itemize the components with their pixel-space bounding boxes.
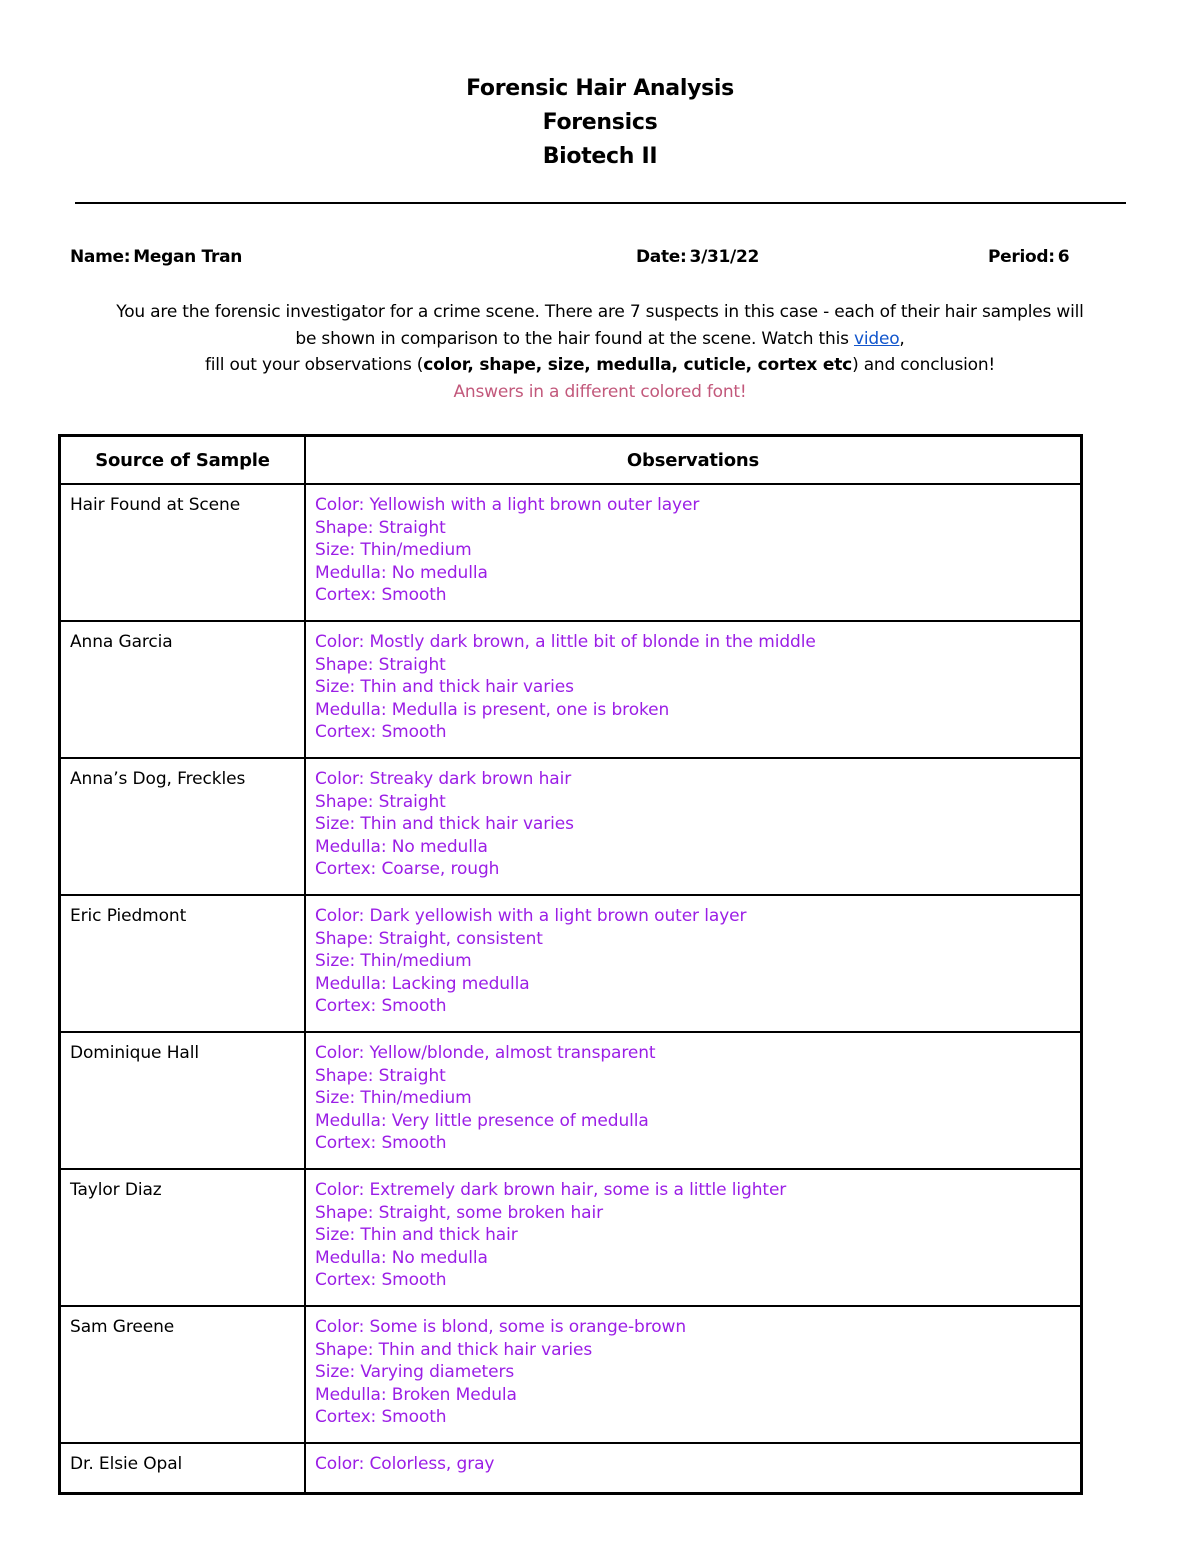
observation-line: Cortex: Smooth [315, 585, 447, 606]
observation-line: Medulla: Broken Medula [315, 1384, 517, 1405]
sample-source: Hair Found at Scene [60, 484, 306, 621]
instructions-line-2-end: , [899, 328, 905, 349]
table-row [60, 1443, 1082, 1494]
sample-observations [305, 895, 1082, 1032]
sample-observations [305, 1306, 1082, 1443]
period-label: Period: [988, 247, 1055, 267]
observation-line: Size: Thin/medium [315, 540, 472, 561]
observation-line: Shape: Straight, consistent [315, 928, 543, 949]
observation-line: Shape: Straight [315, 791, 446, 812]
name-value: Megan Tran [133, 247, 243, 267]
sample-source: Sam Greene [60, 1306, 306, 1443]
instructions-line-3-end: ) and conclusion! [852, 355, 996, 375]
date-value: 3/31/22 [689, 247, 760, 267]
table-row [60, 1169, 1082, 1306]
observation-line: Color: Yellowish with a light brown outer layer [315, 495, 700, 515]
observation-line: Size: Thin and thick hair [315, 1225, 518, 1246]
observation-line: Medulla: No medulla [315, 562, 488, 583]
observation-line: Cortex: Coarse, rough [315, 859, 500, 880]
name-label: Name: [70, 247, 131, 267]
observation-line: Medulla: No medulla [315, 836, 488, 857]
instructions-line-2-text: be shown in comparison to the hair found at the scene. Watch this [295, 328, 854, 349]
video-link[interactable]: video [853, 328, 900, 349]
instructions-line-3-text: fill out your observations ( [204, 355, 424, 375]
observation-line: Medulla: Very little presence of medulla [315, 1110, 649, 1131]
table-row [60, 484, 1082, 621]
observation-line: Shape: Straight [315, 517, 446, 538]
sample-observations [305, 1169, 1082, 1306]
sample-observations [305, 1443, 1082, 1494]
period-field [988, 247, 1069, 267]
observation-line: Color: Dark yellowish with a light brown outer layer [315, 906, 747, 926]
observation-line: Color: Yellow/blonde, almost transparent [315, 1043, 656, 1063]
sample-source: Anna’s Dog, Freckles [60, 758, 306, 895]
date-field [636, 247, 759, 267]
sample-observations [305, 621, 1082, 758]
name-field [70, 247, 242, 267]
sample-source: Dr. Elsie Opal [60, 1443, 306, 1494]
document-subtitle: Forensics [542, 110, 658, 135]
observation-line: Color: Some is blond, some is orange-brown [315, 1317, 687, 1337]
document-title: Forensic Hair Analysis [466, 76, 734, 101]
course-name: Biotech II [542, 144, 658, 169]
header-divider [75, 202, 1126, 204]
observation-line: Color: Streaky dark brown hair [315, 769, 572, 789]
observation-line: Medulla: Medulla is present, one is broken [315, 699, 670, 720]
table-row [60, 1032, 1082, 1169]
observation-line: Size: Varying diameters [315, 1362, 515, 1383]
source-column-header: Source of Sample [60, 436, 306, 485]
instructions-line-3 [60, 352, 1140, 379]
sample-source: Anna Garcia [60, 621, 306, 758]
sample-source: Dominique Hall [60, 1032, 306, 1169]
observation-line: Size: Thin and thick hair varies [315, 677, 574, 698]
observation-line: Cortex: Smooth [315, 1270, 447, 1291]
observation-line: Cortex: Smooth [315, 722, 447, 743]
observation-line: Cortex: Smooth [315, 996, 447, 1017]
observation-line: Color: Mostly dark brown, a little bit of blonde in the middle [315, 632, 816, 652]
sample-source: Taylor Diaz [60, 1169, 306, 1306]
observation-categories: color, shape, size, medulla, cuticle, cortex etc [423, 355, 853, 375]
table-row [60, 758, 1082, 895]
observation-line: Size: Thin/medium [315, 1088, 472, 1109]
observation-line: Color: Extremely dark brown hair, some is a little lighter [315, 1180, 787, 1200]
instructions-line-1: You are the forensic investigator for a crime scene. There are 7 suspects in this case - each of their hair samples will [116, 302, 1084, 322]
date-label: Date: [636, 247, 687, 267]
observation-line: Medulla: Lacking medulla [315, 973, 530, 994]
sample-observations [305, 484, 1082, 621]
observation-line: Shape: Straight [315, 654, 446, 675]
table-header-row [60, 436, 1082, 485]
answers-note: Answers in a different colored font! [453, 381, 747, 402]
sample-observations [305, 758, 1082, 895]
observation-line: Color: Colorless, gray [315, 1454, 495, 1474]
sample-source: Eric Piedmont [60, 895, 306, 1032]
table-row [60, 621, 1082, 758]
observations-column-header: Observations [305, 436, 1082, 485]
observations-table [58, 434, 1083, 1495]
sample-observations [305, 1032, 1082, 1169]
instructions-line-2 [60, 326, 1140, 353]
observation-line: Size: Thin/medium [315, 951, 472, 972]
table-row [60, 895, 1082, 1032]
observation-line: Cortex: Smooth [315, 1133, 447, 1154]
instructions [60, 299, 1140, 405]
observation-line: Shape: Straight [315, 1065, 446, 1086]
observation-line: Cortex: Smooth [315, 1407, 447, 1428]
period-value: 6 [1057, 247, 1070, 267]
observation-line: Shape: Straight, some broken hair [315, 1202, 603, 1223]
observation-line: Medulla: No medulla [315, 1247, 488, 1268]
document-header [0, 72, 1200, 174]
observation-line: Size: Thin and thick hair varies [315, 814, 574, 835]
table-row [60, 1306, 1082, 1443]
observation-line: Shape: Thin and thick hair varies [315, 1339, 593, 1360]
